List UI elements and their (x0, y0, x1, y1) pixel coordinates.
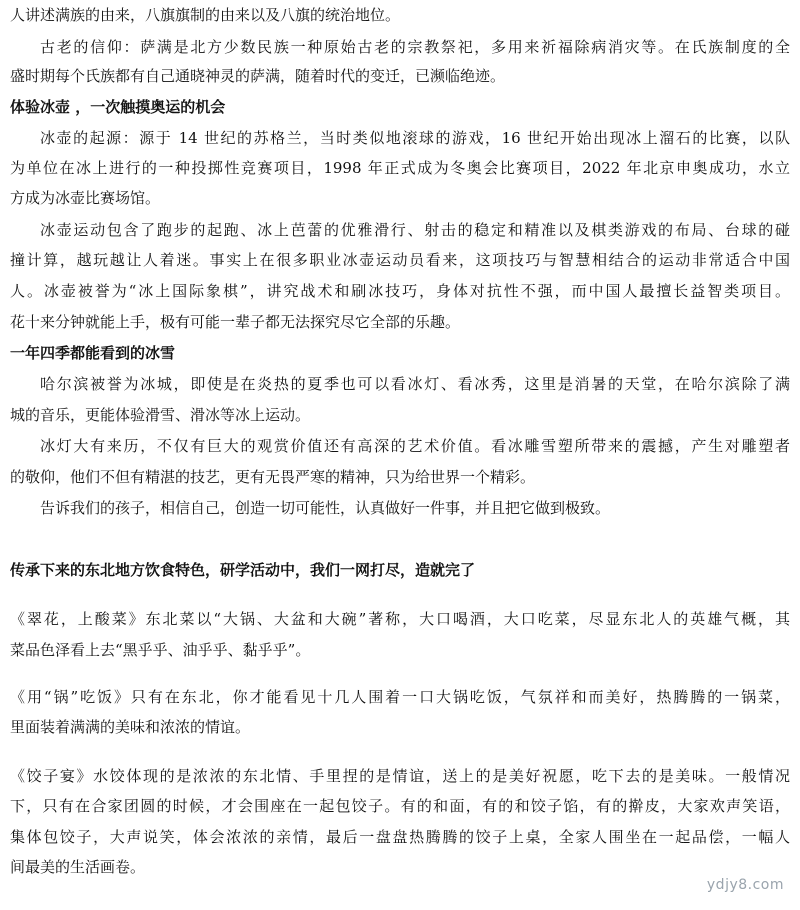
paragraph-line: 冰灯大有来历，不仅有巨大的观赏价值还有高深的艺术价值。看冰雕雪塑所带来的震撼，产生对雕塑者 (40, 437, 790, 455)
paragraph-line: 撞计算，越玩越让人着迷。事实上在很多职业冰壶运动员看来，这项技巧与智慧相结合的运动非常适合中国 (10, 251, 790, 269)
watermark-text: ydjy8.com (706, 877, 784, 893)
section-heading: 体验冰壶 ，一次触摸奥运的机会 (10, 98, 226, 116)
paragraph-line: 方成为冰壶比赛场馆。 (10, 189, 161, 207)
paragraph-line: 古老的信仰：萨满是北方少数民族一种原始古老的宗教祭祀，多用来祈福除病消灾等。在氏族制度的全 (40, 38, 790, 56)
paragraph-line: 间最美的生活画卷。 (10, 858, 146, 876)
paragraph-line: 里面装着满满的美味和浓浓的情谊。 (10, 718, 251, 736)
paragraph-line: 冰壶运动包含了跑步的起跑、冰上芭蕾的优雅滑行、射击的稳定和精准以及棋类游戏的布局、台球的碰 (40, 221, 790, 239)
paragraph-line: 城的音乐，更能体验滑雪、滑冰等冰上运动。 (10, 406, 311, 424)
paragraph-line: 为单位在冰上进行的一种投掷性竞赛项目，1998 年正式成为冬奥会比赛项目，2022 年北京申奥成功，水立 (10, 159, 790, 177)
section-heading: 一年四季都能看到的冰雪 (10, 344, 176, 362)
paragraph-line: 下，只有在合家团圆的时候，才会围座在一起包饺子。有的和面，有的和饺子馅，有的擀皮，大家欢声笑语， (10, 797, 790, 815)
paragraph-line: 哈尔滨被誉为冰城，即使是在炎热的夏季也可以看冰灯、看冰秀，这里是消暑的天堂，在哈尔滨除了满 (40, 375, 790, 393)
paragraph-line: 《饺子宴》水饺体现的是浓浓的东北情、手里捏的是情谊，送上的是美好祝愿，吃下去的是美味。一般情况 (10, 767, 790, 785)
paragraph-line: 《翠花，上酸菜》东北菜以“大锅、大盆和大碗”著称，大口喝酒，大口吃菜，尽显东北人的英雄气概，其 (10, 610, 790, 628)
paragraph-line: 人。冰壶被誉为“冰上国际象棋”，讲究战术和刷冰技巧，身体对抗性不强，而中国人最擅长益智类项目。 (10, 282, 790, 300)
paragraph-line: 告诉我们的孩子，相信自己，创造一切可能性，认真做好一件事，并且把它做到极致。 (40, 499, 611, 517)
paragraph-line: 盛时期每个氏族都有自己通晓神灵的萨满，随着时代的变迁，已濒临绝迹。 (10, 67, 506, 85)
paragraph-line: 人讲述满族的由来，八旗旗制的由来以及八旗的统治地位。 (10, 6, 401, 24)
paragraph-line: 的敬仰，他们不但有精湛的技艺，更有无畏严寒的精神，只为给世界一个精彩。 (10, 468, 536, 486)
paragraph-line: 花十来分钟就能上手，极有可能一辈子都无法探究尽它全部的乐趣。 (10, 313, 461, 331)
section-heading: 传承下来的东北地方饮食特色，研学活动中，我们一网打尽，造就完了 (10, 561, 476, 579)
paragraph-line: 《用“锅”吃饭》只有在东北，你才能看见十几人围着一口大锅吃饭，气氛祥和而美好，热腾腾的一锅菜， (10, 688, 790, 706)
paragraph-line: 集体包饺子，大声说笑，体会浓浓的亲情，最后一盘盘热腾腾的饺子上桌，全家人围坐在一起品偿，一幅人 (10, 828, 790, 846)
paragraph-line: 冰壶的起源：源于 14 世纪的苏格兰，当时类似地滚球的游戏，16 世纪开始出现冰上溜石的比赛，以队 (40, 129, 790, 147)
paragraph-line: 菜品色泽看上去“黑乎乎、油乎乎、黏乎乎”。 (10, 641, 311, 659)
